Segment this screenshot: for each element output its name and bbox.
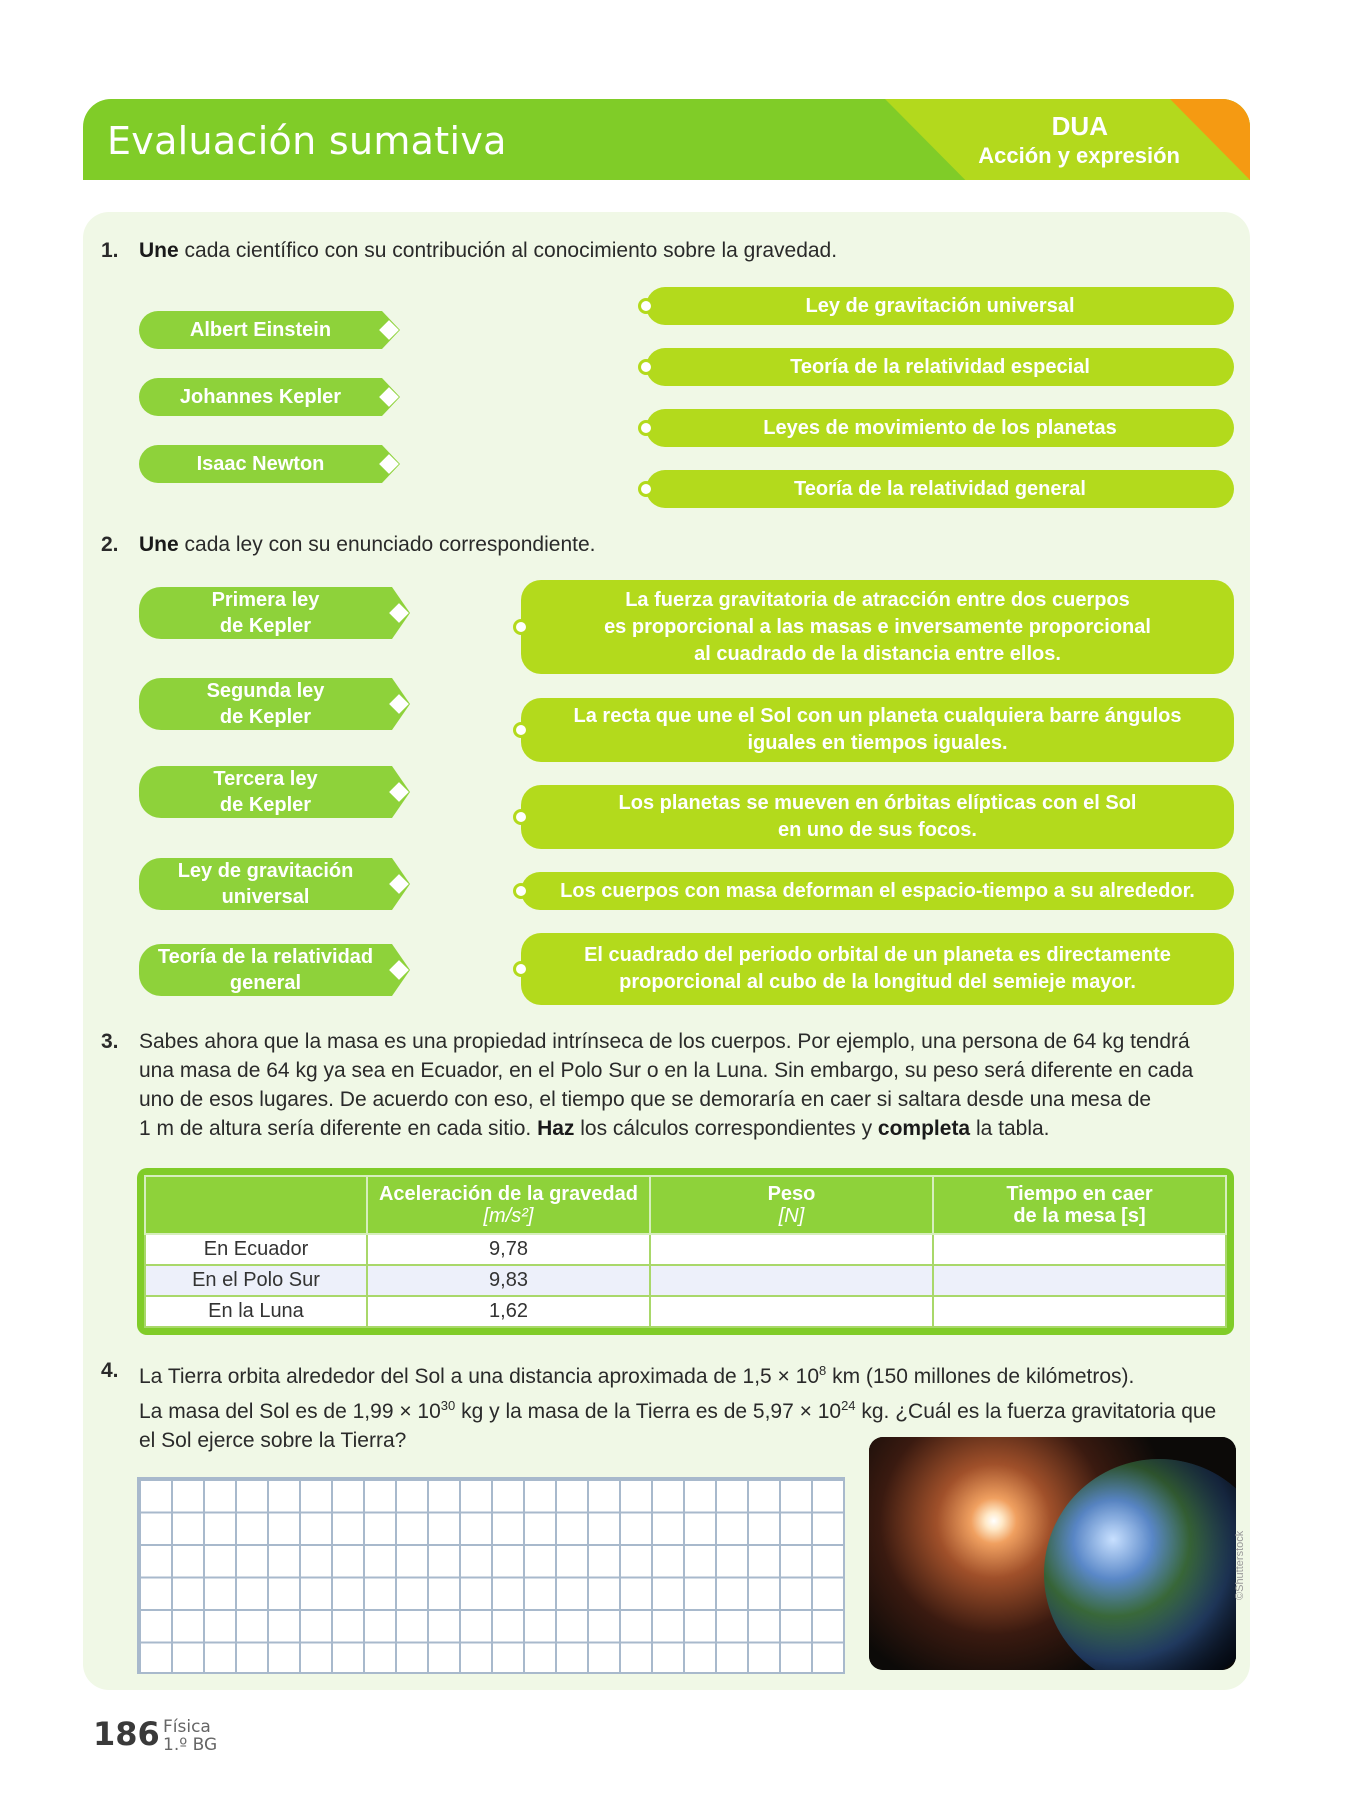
gravity-cell: 1,62 <box>367 1296 650 1327</box>
match-label: Teoría de la relatividad especial <box>790 355 1090 378</box>
paragraph-line: el Sol ejerce sobre la Tierra? <box>139 1429 407 1452</box>
header-place <box>145 1176 367 1234</box>
page-number: 186 <box>93 1715 160 1753</box>
statement-line: Los cuerpos con masa deforman el espacio-tiempo a su alrededor. <box>560 879 1195 902</box>
answer-grid[interactable] <box>137 1477 845 1674</box>
match-label: Ley de gravitación universal <box>805 294 1075 317</box>
law-label: de Kepler <box>219 706 312 728</box>
sun-earth-image <box>869 1437 1236 1670</box>
weight-input-cell[interactable] <box>650 1265 933 1296</box>
statement-gravitation[interactable] <box>521 580 1234 674</box>
statement-line: La recta que une el Sol con un planeta cualquiera barre ángulos <box>573 705 1182 727</box>
law-label: Tercera ley <box>213 768 318 790</box>
law-label: Teoría de la relatividad <box>157 946 374 968</box>
statement-line: Los planetas se mueven en órbitas elípticas con el Sol <box>618 792 1137 814</box>
statement-orbital-period[interactable] <box>521 933 1234 1005</box>
match-label: Isaac Newton <box>196 453 325 475</box>
statement-line: proporcional al cubo de la longitud del semieje mayor. <box>619 971 1136 993</box>
question-number: 3. <box>101 1030 119 1053</box>
image-credit: ©Shutterstock <box>1234 1530 1246 1600</box>
time-input-cell[interactable] <box>933 1265 1226 1296</box>
statement-line: El cuadrado del periodo orbital de un planeta es directamente <box>584 944 1171 966</box>
law-label: Ley de gravitación <box>177 860 354 882</box>
match-label: Albert Einstein <box>189 319 332 341</box>
connector-dot-icon[interactable] <box>638 420 654 436</box>
question-number: 2. <box>101 533 119 556</box>
subject-label <box>163 1718 217 1754</box>
time-input-cell[interactable] <box>933 1234 1226 1265</box>
match-target-special-relativity[interactable] <box>646 348 1234 386</box>
law-label: universal <box>221 886 310 908</box>
connector-dot-icon[interactable] <box>638 481 654 497</box>
paragraph-line: La Tierra orbita alrededor del Sol a una distancia aproximada de $1,5 \times 10^8$ km (150 millones de kilómetros). <box>139 1363 1135 1388</box>
section-header <box>83 99 1250 180</box>
paragraph-line: La masa del Sol es de $1,99 \times 10^{30}$ kg y la masa de la Tierra es de $5,97 \times 10^{24}$ kg. ¿Cuál es la fuerza gravitatoria que <box>139 1398 1217 1423</box>
connector-dot-icon[interactable] <box>513 722 529 738</box>
law-label: de Kepler <box>219 615 312 637</box>
law-label: Primera ley <box>211 589 320 611</box>
grade-level: 1.º BG <box>163 1735 218 1755</box>
match-label: Leyes de movimiento de los planetas <box>763 416 1117 439</box>
law-item-kepler-2[interactable] <box>139 678 392 730</box>
connector-dot-icon[interactable] <box>513 809 529 825</box>
question-number: 4. <box>101 1359 119 1382</box>
question-number: 1. <box>101 239 119 262</box>
table-row <box>145 1234 1226 1265</box>
statement-line: La fuerza gravitatoria de atracción entre dos cuerpos <box>625 588 1130 611</box>
question-text: cada ley con su enunciado correspondiente. <box>178 533 596 556</box>
match-target-gravitation[interactable] <box>646 287 1234 325</box>
time-input-cell[interactable] <box>933 1296 1226 1327</box>
law-label: general <box>229 972 302 994</box>
statement-line: iguales en tiempos iguales. <box>747 732 1008 754</box>
match-label: Johannes Kepler <box>179 386 342 408</box>
subject-name: Física <box>163 1717 211 1737</box>
match-item-newton[interactable] <box>139 445 382 483</box>
law-item-general-relativity[interactable] <box>139 944 392 996</box>
law-label: de Kepler <box>219 794 312 816</box>
match-target-planet-laws[interactable] <box>646 409 1234 447</box>
statement-line: en uno de sus focos. <box>778 819 977 841</box>
place-cell: En Ecuador <box>145 1234 367 1265</box>
match-label: Teoría de la relatividad general <box>794 477 1086 500</box>
law-label: Segunda ley <box>206 680 325 702</box>
weight-input-cell[interactable] <box>650 1234 933 1265</box>
header-time: Tiempo en caer de la mesa [s] <box>933 1176 1226 1234</box>
section-title: Evaluación sumativa <box>107 119 507 163</box>
gravity-cell: 9,83 <box>367 1265 650 1296</box>
gravity-cell: 9,78 <box>367 1234 650 1265</box>
statement-spacetime[interactable] <box>521 872 1234 910</box>
law-item-kepler-1[interactable] <box>139 587 392 639</box>
place-cell: En la Luna <box>145 1296 367 1327</box>
connector-dot-icon[interactable] <box>513 619 529 635</box>
instruction-verb: completa <box>877 1117 971 1140</box>
statement-line: es proporcional a las masas e inversamente proporcional <box>604 615 1151 638</box>
paragraph-line: Sabes ahora que la masa es una propiedad intrínseca de los cuerpos. Por ejemplo, una persona de 64 kg tendrá <box>139 1030 1190 1053</box>
question-text: cada científico con su contribución al conocimiento sobre la gravedad. <box>178 239 838 262</box>
dua-subtitle: Acción y expresión <box>978 143 1180 168</box>
gravity-table <box>137 1168 1234 1335</box>
place-cell: En el Polo Sur <box>145 1265 367 1296</box>
header-gravity: Aceleración de la gravedad [m/s²] <box>367 1176 650 1234</box>
instruction-verb: Haz <box>537 1117 575 1140</box>
statement-equal-areas[interactable] <box>521 698 1234 762</box>
match-item-kepler[interactable] <box>139 378 382 416</box>
paragraph-line: una masa de 64 kg ya sea en Ecuador, en el Polo Sur o en la Luna. Sin embargo, su peso será diferente en cada <box>139 1059 1194 1082</box>
law-item-gravitation[interactable] <box>139 858 392 910</box>
connector-dot-icon[interactable] <box>638 298 654 314</box>
match-item-einstein[interactable] <box>139 311 382 349</box>
instruction-verb: Une <box>139 533 179 556</box>
weight-input-cell[interactable] <box>650 1296 933 1327</box>
paragraph-line: uno de esos lugares. De acuerdo con eso, el tiempo que se demoraría en caer si saltara desde una mesa de <box>139 1088 1152 1111</box>
header-weight: Peso [N] <box>650 1176 933 1234</box>
connector-dot-icon[interactable] <box>513 961 529 977</box>
connector-dot-icon[interactable] <box>638 359 654 375</box>
paragraph-line: 1 m de altura sería diferente en cada sitio. Haz los cálculos correspondientes y completa la tabla. <box>139 1117 1050 1140</box>
statement-elliptical-orbits[interactable] <box>521 785 1234 849</box>
connector-dot-icon[interactable] <box>513 883 529 899</box>
dua-title: DUA <box>1051 111 1108 141</box>
table-row <box>145 1296 1226 1327</box>
statement-line: al cuadrado de la distancia entre ellos. <box>694 642 1061 665</box>
law-item-kepler-3[interactable] <box>139 766 392 818</box>
instruction-verb: Une <box>139 239 179 262</box>
table-row <box>145 1265 1226 1296</box>
match-target-general-relativity[interactable] <box>646 470 1234 508</box>
